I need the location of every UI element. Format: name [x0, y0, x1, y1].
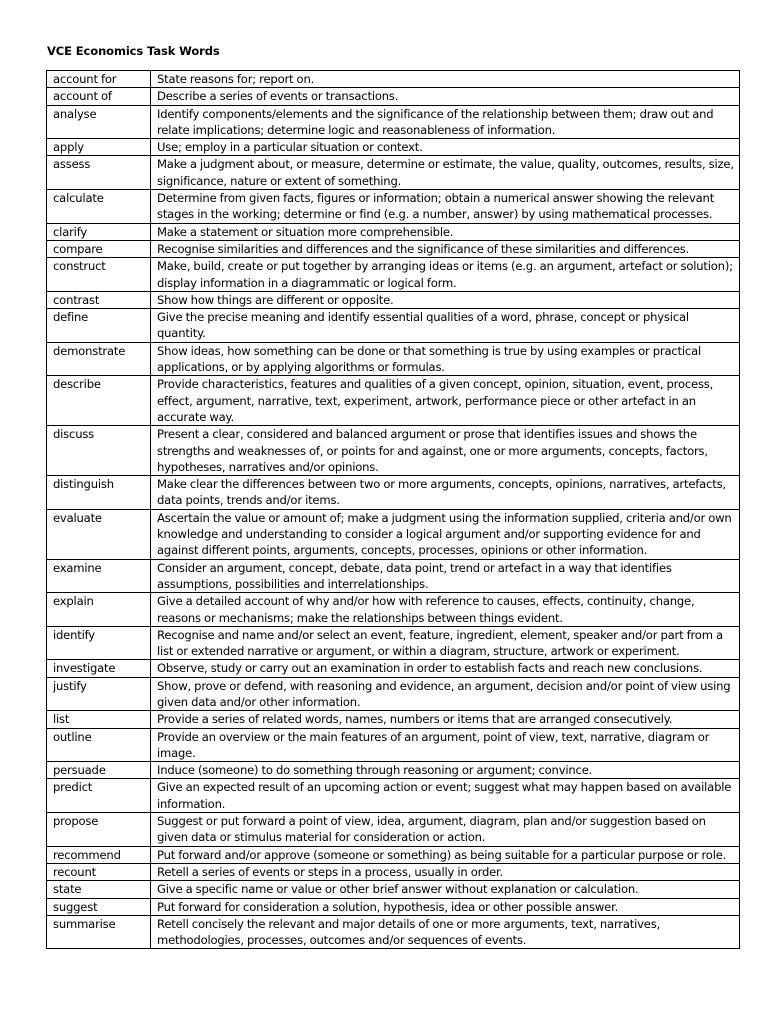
task-word-definition: Make a judgment about, or measure, determine or estimate, the value, quality, outcomes, results, size, significance, nature or extent of something.	[151, 156, 740, 190]
task-word-term: construct	[47, 258, 151, 292]
table-row	[47, 223, 740, 240]
task-word-term: contrast	[47, 291, 151, 308]
task-word-term: describe	[47, 376, 151, 426]
task-word-term: distinguish	[47, 476, 151, 510]
task-words-table	[46, 70, 740, 949]
task-word-definition: Ascertain the value or amount of; make a judgment using the information supplied, criteria and/or own knowledge and understanding to consider a logical argument and/or supporting evidence for and against different points, arguments, concepts, processes, opinions or other information.	[151, 509, 740, 559]
table-row	[47, 190, 740, 224]
task-word-definition: Show, prove or defend, with reasoning and evidence, an argument, decision and/or point of view using given data and/or other information.	[151, 677, 740, 711]
task-word-definition: Present a clear, considered and balanced argument or prose that identifies issues and shows the strengths and weaknesses of, or points for and against, one or more arguments, concepts, factors, hypotheses, narratives and/or opinions.	[151, 426, 740, 476]
task-word-term: demonstrate	[47, 342, 151, 376]
task-word-term: justify	[47, 677, 151, 711]
table-row	[47, 846, 740, 863]
task-word-term: recommend	[47, 846, 151, 863]
table-row	[47, 426, 740, 476]
task-word-term: summarise	[47, 915, 151, 949]
task-word-definition: Show ideas, how something can be done or that something is true by using examples or practical applications, or by applying algorithms or formulas.	[151, 342, 740, 376]
task-word-definition: Make a statement or situation more comprehensible.	[151, 223, 740, 240]
task-word-definition: Put forward and/or approve (someone or something) as being suitable for a particular purpose or role.	[151, 846, 740, 863]
table-row	[47, 476, 740, 510]
task-word-term: state	[47, 881, 151, 898]
task-word-definition: Make clear the differences between two or more arguments, concepts, opinions, narratives, artefacts, data points, trends and/or items.	[151, 476, 740, 510]
task-word-term: persuade	[47, 762, 151, 779]
table-row	[47, 156, 740, 190]
task-word-definition: Recognise similarities and differences and the significance of these similarities and differences.	[151, 240, 740, 257]
task-word-term: discuss	[47, 426, 151, 476]
task-word-term: account for	[47, 71, 151, 88]
table-row	[47, 258, 740, 292]
task-word-definition: Give a detailed account of why and/or how with reference to causes, effects, continuity, change, reasons or mechanisms; make the relationships between things evident.	[151, 593, 740, 627]
table-row	[47, 915, 740, 949]
table-row	[47, 309, 740, 343]
task-word-definition: Give a specific name or value or other brief answer without explanation or calculation.	[151, 881, 740, 898]
table-row	[47, 105, 740, 139]
table-row	[47, 88, 740, 105]
table-row	[47, 711, 740, 728]
table-row	[47, 677, 740, 711]
task-word-definition: Observe, study or carry out an examination in order to establish facts and reach new conclusions.	[151, 660, 740, 677]
task-word-term: calculate	[47, 190, 151, 224]
task-word-definition: Recognise and name and/or select an event, feature, ingredient, element, speaker and/or part from a list or extended narrative or argument, or within a diagram, structure, artwork or experiment.	[151, 626, 740, 660]
table-row	[47, 881, 740, 898]
task-word-definition: Retell concisely the relevant and major details of one or more arguments, text, narratives, methodologies, processes, outcomes and/or sequences of events.	[151, 915, 740, 949]
task-word-definition: State reasons for; report on.	[151, 71, 740, 88]
task-word-term: clarify	[47, 223, 151, 240]
table-row	[47, 559, 740, 593]
task-word-definition: Induce (someone) to do something through reasoning or argument; convince.	[151, 762, 740, 779]
task-word-definition: Put forward for consideration a solution, hypothesis, idea or other possible answer.	[151, 898, 740, 915]
table-row	[47, 342, 740, 376]
task-word-term: evaluate	[47, 509, 151, 559]
task-word-term: explain	[47, 593, 151, 627]
task-word-definition: Describe a series of events or transactions.	[151, 88, 740, 105]
task-word-definition: Determine from given facts, figures or information; obtain a numerical answer showing the relevant stages in the working; determine or find (e.g. a number, answer) by using mathematical processes.	[151, 190, 740, 224]
table-row	[47, 762, 740, 779]
task-word-definition: Provide a series of related words, names, numbers or items that are arranged consecutively.	[151, 711, 740, 728]
task-word-term: compare	[47, 240, 151, 257]
table-row	[47, 291, 740, 308]
task-word-definition: Retell a series of events or steps in a process, usually in order.	[151, 863, 740, 880]
table-row	[47, 898, 740, 915]
task-word-definition: Provide characteristics, features and qualities of a given concept, opinion, situation, event, process, effect, argument, narrative, text, experiment, artwork, performance piece or other artefact in an accurate way.	[151, 376, 740, 426]
table-row	[47, 139, 740, 156]
table-row	[47, 728, 740, 762]
table-row	[47, 660, 740, 677]
task-word-definition: Use; employ in a particular situation or context.	[151, 139, 740, 156]
task-word-definition: Consider an argument, concept, debate, data point, trend or artefact in a way that identifies assumptions, possibilities and interrelationships.	[151, 559, 740, 593]
table-row	[47, 813, 740, 847]
task-word-term: investigate	[47, 660, 151, 677]
task-word-definition: Identify components/elements and the significance of the relationship between them; draw out and relate implications; determine logic and reasonableness of information.	[151, 105, 740, 139]
task-word-term: suggest	[47, 898, 151, 915]
task-word-term: examine	[47, 559, 151, 593]
task-word-term: analyse	[47, 105, 151, 139]
task-word-term: identify	[47, 626, 151, 660]
task-word-definition: Make, build, create or put together by arranging ideas or items (e.g. an argument, artefact or solution); display information in a diagrammatic or logical form.	[151, 258, 740, 292]
table-row	[47, 779, 740, 813]
task-word-term: predict	[47, 779, 151, 813]
document-title: VCE Economics Task Words	[47, 44, 220, 58]
table-row	[47, 376, 740, 426]
task-word-definition: Provide an overview or the main features of an argument, point of view, text, narrative, diagram or image.	[151, 728, 740, 762]
task-word-term: assess	[47, 156, 151, 190]
task-word-term: outline	[47, 728, 151, 762]
table-row	[47, 626, 740, 660]
task-word-term: apply	[47, 139, 151, 156]
task-word-definition: Give the precise meaning and identify essential qualities of a word, phrase, concept or physical quantity.	[151, 309, 740, 343]
task-word-definition: Show how things are different or opposite.	[151, 291, 740, 308]
task-word-term: define	[47, 309, 151, 343]
table-row	[47, 863, 740, 880]
table-row	[47, 509, 740, 559]
task-word-term: account of	[47, 88, 151, 105]
table-row	[47, 71, 740, 88]
table-row	[47, 240, 740, 257]
task-word-definition: Give an expected result of an upcoming action or event; suggest what may happen based on available information.	[151, 779, 740, 813]
task-words-table-body	[47, 71, 740, 949]
task-word-term: propose	[47, 813, 151, 847]
table-row	[47, 593, 740, 627]
task-word-term: recount	[47, 863, 151, 880]
task-word-term: list	[47, 711, 151, 728]
task-word-definition: Suggest or put forward a point of view, idea, argument, diagram, plan and/or suggestion based on given data or stimulus material for consideration or action.	[151, 813, 740, 847]
